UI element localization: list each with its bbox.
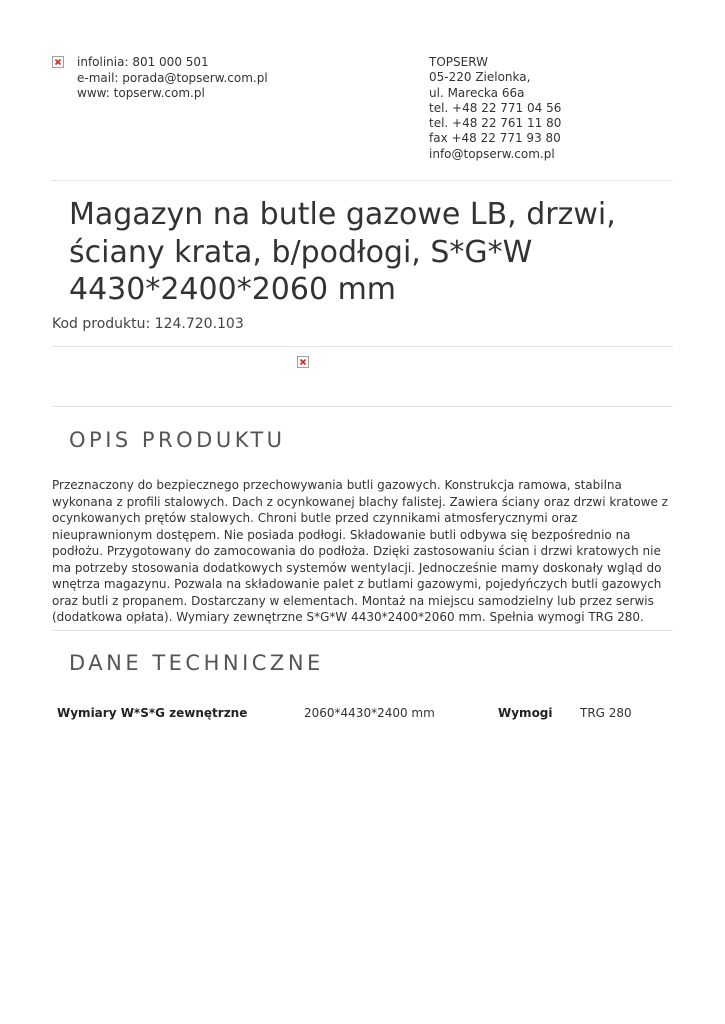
company-phone-2: tel. +48 22 761 11 80	[429, 116, 562, 131]
description-divider	[52, 630, 673, 631]
company-email-link[interactable]: info@topserw.com.pl	[429, 146, 555, 161]
image-divider	[52, 406, 673, 407]
company-address	[429, 55, 561, 162]
website-link[interactable]: www: topserw.com.pl	[77, 86, 205, 100]
technical-heading: DANE TECHNICZNE	[69, 651, 324, 675]
company-name: TOPSERW	[429, 55, 488, 69]
company-street: ul. Marecka 66a	[429, 85, 525, 100]
header-divider	[52, 180, 673, 181]
company-postal-city: 05-220 Zielonka,	[429, 70, 531, 85]
spec-value-dimensions: 2060*4430*2400 mm	[304, 706, 435, 720]
company-fax: fax +48 22 771 93 80	[429, 131, 561, 146]
product-code: Kod produktu: 124.720.103	[52, 316, 244, 332]
spec-label-requirements: Wymogi	[498, 706, 553, 720]
spec-value-requirements: TRG 280	[580, 706, 632, 720]
title-divider	[52, 346, 673, 347]
hotline-text: infolinia: 801 000 501	[77, 55, 209, 69]
email-link[interactable]: e-mail: porada@topserw.com.pl	[77, 70, 268, 85]
product-title: Magazyn na butle gazowe LB, drzwi, ściany krata, b/podłogi, S*G*W 4430*2400*2060 mm	[69, 197, 616, 307]
description-heading: OPIS PRODUKTU	[69, 428, 286, 452]
product-image-broken-icon	[297, 356, 309, 368]
spec-label-dimensions: Wymiary W*S*G zewnętrzne	[57, 706, 248, 720]
contact-info	[77, 55, 268, 102]
description-text: Przeznaczony do bezpiecznego przechowywania butli gazowych. Konstrukcja ramowa, stabilna wykonana z profili stalowych. Dach z ocynkowanej blachy falistej. Zawiera ściany oraz drzwi kratowe z ocynkowanych prętów stalowych. Chroni butle przed czynnikami atmosferycznymi oraz nieuprawnionym dostępem. Nie posiada podłogi. Składowanie butli odbywa się bezpośrednio na podłożu. Przygotowany do zamocowania do podłoża. Dzięki zastosowaniu ścian i drzwi kratowych nie ma potrzeby stosowania dodatkowych systemów wentylacji. Jednocześnie mamy doskonały wgląd do wnętrza magazynu. Pozwala na składowanie palet z butlami gazowymi, pojedyńczych butli gazowych oraz butli z propanem. Dostarczany w elementach. Montaż na miejscu samodzielny lub przez serwis (dodatkowa opłata). Wymiary zewnętrzne S*G*W 4430*2400*2060 mm. Spełnia wymogi TRG 280.	[52, 478, 668, 624]
company-phone-1: tel. +48 22 771 04 56	[429, 100, 562, 115]
logo-broken-image-icon	[52, 56, 64, 68]
